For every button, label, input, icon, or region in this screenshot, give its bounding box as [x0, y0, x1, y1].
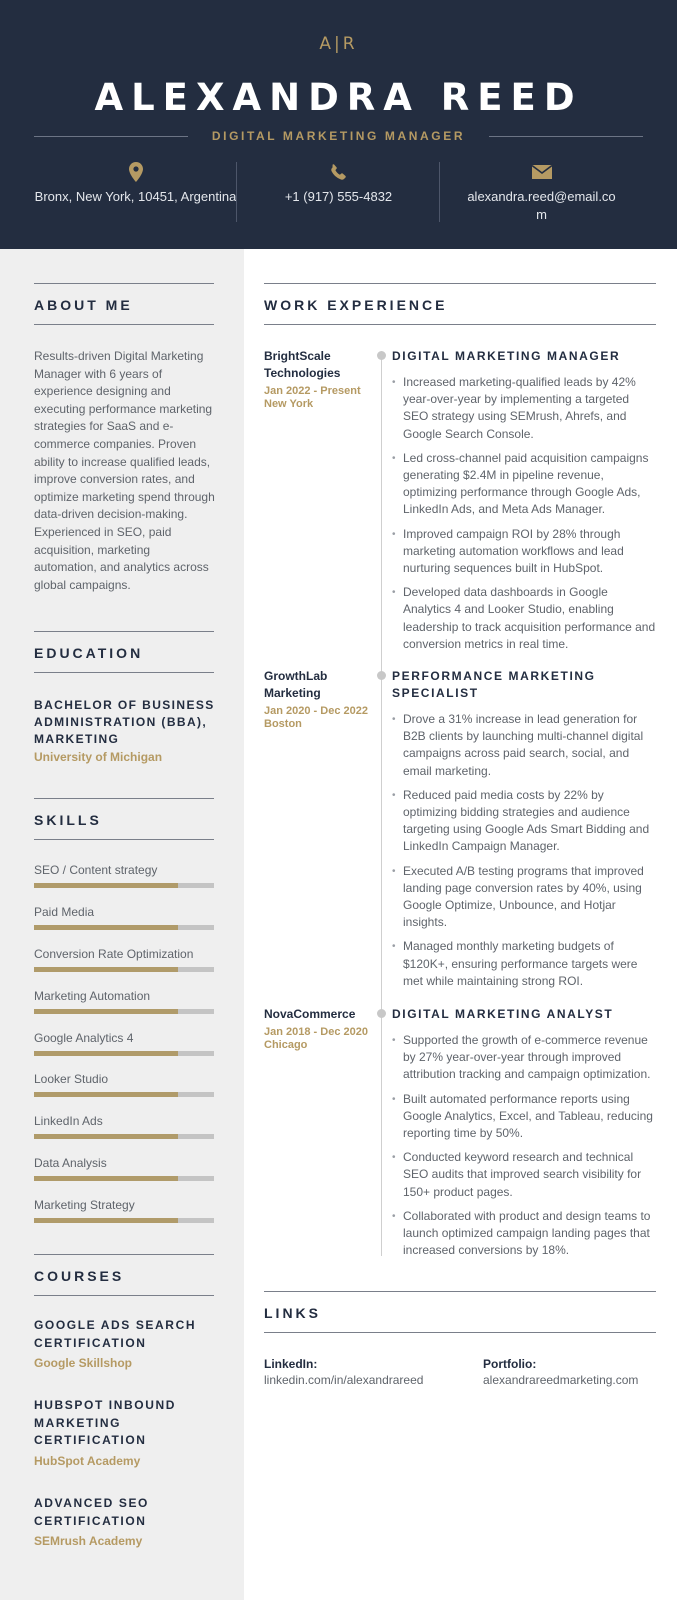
skill-item	[34, 1114, 214, 1142]
education-heading: EDUCATION	[34, 645, 144, 661]
job-company-block	[264, 1006, 374, 1052]
about-text: Results-driven Digital Marketing Manager with 6 years of experience designing and executing performance marketing strategies for SaaS and e-commerce companies. Proven ability to increase qualified leads, improve conversion rates, and optimize marketing spend through data-driven decision-making. Experienced in SEO, paid acquisition, marketing automation, and analytics across global campaigns.	[34, 349, 215, 592]
job-bullet: • Collaborated with product and design teams to launch optimized campaign landing pages that increased conversions by 18%.	[392, 1208, 656, 1260]
candidate-name: ALEXANDRA REED	[94, 76, 583, 119]
course-org: SEMrush Academy	[34, 1534, 143, 1548]
job-bullets	[392, 711, 656, 997]
portfolio-label: Portfolio:	[483, 1357, 537, 1371]
skill-bar-fill	[34, 967, 178, 972]
courses-section-heading	[34, 1254, 214, 1296]
skill-item	[34, 1072, 214, 1100]
skill-bar	[34, 1218, 214, 1223]
timeline-dot	[377, 351, 386, 360]
skills-heading: SKILLS	[34, 812, 102, 828]
skill-bar-fill	[34, 1092, 178, 1097]
envelope-icon	[532, 162, 552, 182]
skill-label: Conversion Rate Optimization	[34, 947, 194, 961]
job-bullets	[392, 374, 656, 660]
job-bullet: • Drove a 31% increase in lead generation for B2B clients by launching multi-channel digital campaigns across paid search, social, and email marketing.	[392, 711, 656, 780]
skill-bar-fill	[34, 1009, 178, 1014]
timeline-dot	[377, 1009, 386, 1018]
job-bullet: • Improved campaign ROI by 28% through marketing automation workflows and lead nurturing sequences built in HubSpot.	[392, 526, 656, 578]
timeline-line	[381, 354, 382, 1256]
skill-bar	[34, 967, 214, 972]
portfolio-link[interactable]: alexandrareedmarketing.com	[483, 1373, 639, 1387]
job-bullets	[392, 1032, 656, 1266]
skill-item	[34, 989, 214, 1017]
skill-bar-fill	[34, 1051, 178, 1056]
courses-heading: COURSES	[34, 1268, 125, 1284]
course-name: HUBSPOT INBOUND MARKETING CERTIFICATION	[34, 1398, 177, 1448]
skill-label: Data Analysis	[34, 1156, 107, 1170]
job-dates-text: Jan 2020 - Dec 2022	[264, 705, 368, 717]
skill-label: Marketing Strategy	[34, 1198, 135, 1212]
skill-item	[34, 1156, 214, 1184]
job-title-row	[34, 128, 643, 144]
skills-section-heading	[34, 798, 214, 840]
monogram: A|R	[319, 34, 358, 54]
skill-label: Marketing Automation	[34, 989, 151, 1003]
job-bullet: • Conducted keyword research and technical SEO audits that improved search visibility for 150+ product pages.	[392, 1149, 656, 1201]
job-company-block	[264, 348, 374, 411]
contact-address	[34, 162, 237, 222]
skill-bar-fill	[34, 1218, 178, 1223]
job-bullet: • Reduced paid media costs by 22% by optimizing bidding strategies and audience targeting using Google Ads Smart Bidding and LinkedIn Campaign Manager.	[392, 787, 656, 856]
job-bullet: • Supported the growth of e-commerce revenue by 27% year-over-year through improved attribution tracking and campaign optimization.	[392, 1032, 656, 1084]
contact-address-text: Bronx, New York, 10451, Argentina	[34, 189, 237, 204]
skill-bar	[34, 1176, 214, 1181]
title-divider-right	[489, 136, 643, 137]
linkedin-link[interactable]: linkedin.com/in/alexandrareed	[264, 1373, 424, 1387]
course-name: ADVANCED SEO CERTIFICATION	[34, 1496, 149, 1528]
job-title: DIGITAL MARKETING MANAGER	[211, 129, 466, 143]
skill-item	[34, 1031, 214, 1059]
education-school: University of Michigan	[34, 750, 163, 764]
job-location: Chicago	[264, 1039, 308, 1051]
skill-label: Google Analytics 4	[34, 1031, 134, 1045]
skill-bar	[34, 1092, 214, 1097]
job-dates-text: Jan 2018 - Dec 2020	[264, 1026, 368, 1038]
job-role: DIGITAL MARKETING ANALYST	[392, 1007, 614, 1021]
about-heading: ABOUT ME	[34, 297, 133, 313]
contact-email-text[interactable]: alexandra.reed@email.com	[467, 189, 616, 222]
job-role: PERFORMANCE MARKETING SPECIALIST	[392, 669, 596, 700]
work-heading: WORK EXPERIENCE	[264, 297, 448, 313]
skill-bar	[34, 925, 214, 930]
skill-item	[34, 863, 214, 891]
job-dates	[264, 705, 374, 731]
job-company: NovaCommerce	[264, 1007, 356, 1021]
course-org: Google Skillshop	[34, 1356, 133, 1370]
job-bullet: • Executed A/B testing programs that improved landing page conversion rates by 40%, using Google Optimize, Unbounce, and Hotjar insights.	[392, 863, 656, 932]
job-company: GrowthLab Marketing	[264, 669, 328, 700]
about-section-heading	[34, 283, 214, 325]
work-section-heading	[264, 283, 656, 325]
contact-email	[440, 162, 643, 222]
job-dates-text: Jan 2022 - Present	[264, 385, 361, 397]
job-dates	[264, 385, 374, 411]
job-bullet: • Increased marketing-qualified leads by 42% year-over-year by implementing a targeted SEO strategy using SEMrush, Ahrefs, and Google Search Console.	[392, 374, 656, 443]
job-company: BrightScale Technologies	[264, 349, 341, 380]
contact-phone	[237, 162, 440, 222]
links-section-heading	[264, 1291, 656, 1333]
job-bullet: • Led cross-channel paid acquisition campaigns generating $2.4M in pipeline revenue, optimizing performance through Google Ads, LinkedIn Ads, and Meta Ads Manager.	[392, 450, 656, 519]
timeline-dot	[377, 671, 386, 680]
skill-label: LinkedIn Ads	[34, 1114, 103, 1128]
education-section-heading	[34, 631, 214, 673]
job-location: New York	[264, 398, 314, 410]
skill-label: Looker Studio	[34, 1072, 109, 1086]
job-bullet: • Managed monthly marketing budgets of $120K+, ensuring performance targets were met while maintaining strong ROI.	[392, 938, 656, 990]
contact-phone-text[interactable]: +1 (917) 555-4832	[284, 189, 393, 204]
course-org: HubSpot Academy	[34, 1454, 141, 1468]
skill-bar-fill	[34, 1176, 178, 1181]
linkedin-label: LinkedIn:	[264, 1357, 318, 1371]
links-heading: LINKS	[264, 1305, 321, 1321]
job-bullet: • Built automated performance reports using Google Analytics, Excel, and Tableau, reducing reporting time by 50%.	[392, 1091, 656, 1143]
skill-item	[34, 905, 214, 933]
skill-bar	[34, 1009, 214, 1014]
skill-item	[34, 947, 214, 975]
education-degree: BACHELOR OF BUSINESS ADMINISTRATION (BBA), MARKETING	[34, 698, 215, 746]
skill-bar	[34, 1134, 214, 1139]
job-company-block	[264, 668, 374, 731]
phone-icon	[331, 162, 347, 182]
job-role: DIGITAL MARKETING MANAGER	[392, 349, 621, 363]
skill-bar-fill	[34, 925, 178, 930]
skill-item	[34, 1198, 214, 1226]
map-pin-icon	[129, 162, 143, 182]
skill-bar-fill	[34, 883, 178, 888]
skill-label: Paid Media	[34, 905, 95, 919]
skill-label: SEO / Content strategy	[34, 863, 158, 877]
job-bullet: • Developed data dashboards in Google Analytics 4 and Looker Studio, enabling leadership to track acquisition performance and conversion metrics in real time.	[392, 584, 656, 653]
course-name: GOOGLE ADS SEARCH CERTIFICATION	[34, 1318, 197, 1350]
resume-header	[0, 0, 677, 249]
job-dates	[264, 1026, 374, 1052]
skill-bar-fill	[34, 1134, 178, 1139]
job-location: Boston	[264, 718, 302, 730]
skill-bar	[34, 883, 214, 888]
skill-bar	[34, 1051, 214, 1056]
